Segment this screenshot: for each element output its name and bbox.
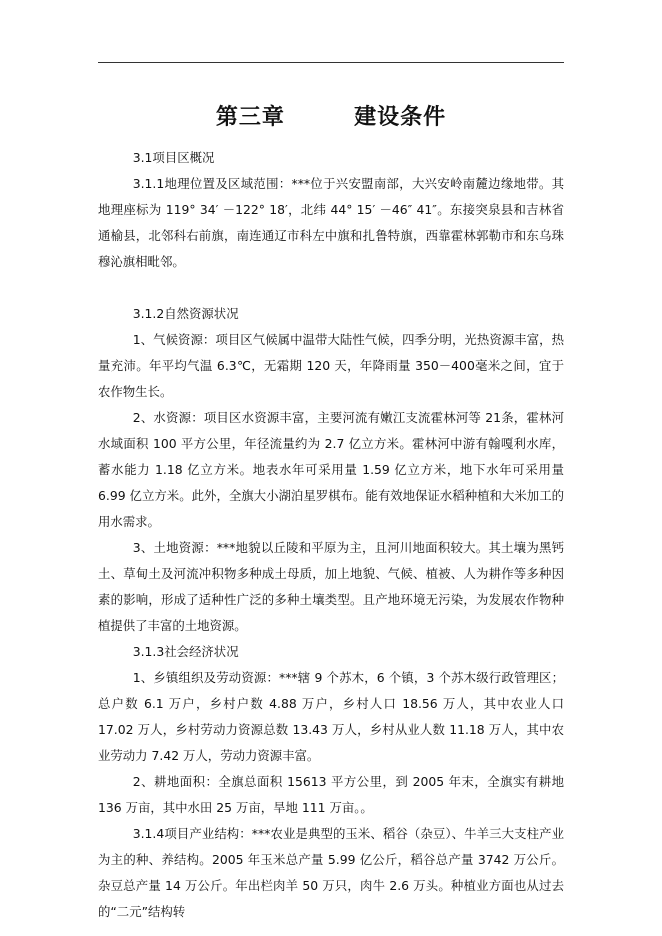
paragraph-water: 2、水资源：项目区水资源丰富，主要河流有嫩江支流霍林河等 21条，霍林河水域面积 100 平方公里，年径流量约为 2.7 亿立方米。霍林河中游有翰嘎利水库，蓄水能力 1.18 亿立方米。地表水年可采用量 1.59 亿立方米，地下水年可采用量 6.99 亿立方米。此外，全旗大小湖泊星罗棋布。能有效地保证水稻种植和大米加工的用水需求。 bbox=[98, 410, 564, 529]
paragraph-land: 3、土地资源：***地貌以丘陵和平原为主，且河川地面积较大。其土壤为黑钙土、草甸土及河流冲积物多种成土母质，加上地貌、气候、植被、人为耕作等多种因素的影响，形成了适种性广泛的多种土壤类型。且产地环境无污染，为发展农作物种植提供了丰富的土地资源。 bbox=[98, 540, 564, 633]
document-body bbox=[98, 145, 564, 925]
paragraph-towns: 1、乡镇组织及劳动资源：***辖 9 个苏木，6 个镇，3 个苏木级行政管理区；总户数 6.1 万户，乡村户数 4.88 万户，乡村人口 18.56 万人，其中农业人口 17.02 万人，乡村劳动力资源总数 13.43 万人，乡村从业人数 11.18 万人，其中农业劳动力 7.42 万人，劳动力资源丰富。 bbox=[98, 670, 564, 763]
chapter-name: 建设条件 bbox=[354, 104, 447, 130]
header-rule bbox=[98, 62, 564, 63]
section-heading-3-1-3: 3.1.3社会经济状况 bbox=[132, 644, 239, 659]
paragraph-location: 3.1.1地理位置及区域范围：***位于兴安盟南部，大兴安岭南麓边缘地带。其地理座标为 119° 34′ －122° 18′，北纬 44° 15′ －46″ 41″。东接突泉县和吉林省通榆县，北邻科右前旗，南连通辽市科左中旗和扎鲁特旗，西靠霍林郭勒市和东乌珠穆沁旗相毗邻。 bbox=[98, 176, 564, 269]
chapter-number: 第三章 bbox=[215, 104, 285, 130]
chapter-title bbox=[98, 100, 564, 131]
section-heading-3-1: 3.1项目区概况 bbox=[132, 150, 215, 165]
paragraph-industry: 3.1.4项目产业结构：***农业是典型的玉米、稻谷（杂豆）、牛羊三大支柱产业为主的种、养结构。2005 年玉米总产量 5.99 亿公斤，稻谷总产量 3742 万公斤。杂豆总产量 14 万公斤。年出栏肉羊 50 万只，肉牛 2.6 万头。种植业方面也从过去的“二元”结构转 bbox=[98, 826, 564, 919]
paragraph-farmland: 2、耕地面积：全旗总面积 15613 平方公里，到 2005 年末，全旗实有耕地 136 万亩，其中水田 25 万亩，旱地 111 万亩。。 bbox=[98, 774, 564, 815]
section-heading-3-1-2: 3.1.2自然资源状况 bbox=[132, 306, 239, 321]
paragraph-climate: 1、气候资源：项目区气候属中温带大陆性气候，四季分明，光热资源丰富，热量充沛。年平均气温 6.3℃，无霜期 120 天，年降雨量 350－400毫米之间，宜于农作物生长。 bbox=[98, 332, 564, 399]
